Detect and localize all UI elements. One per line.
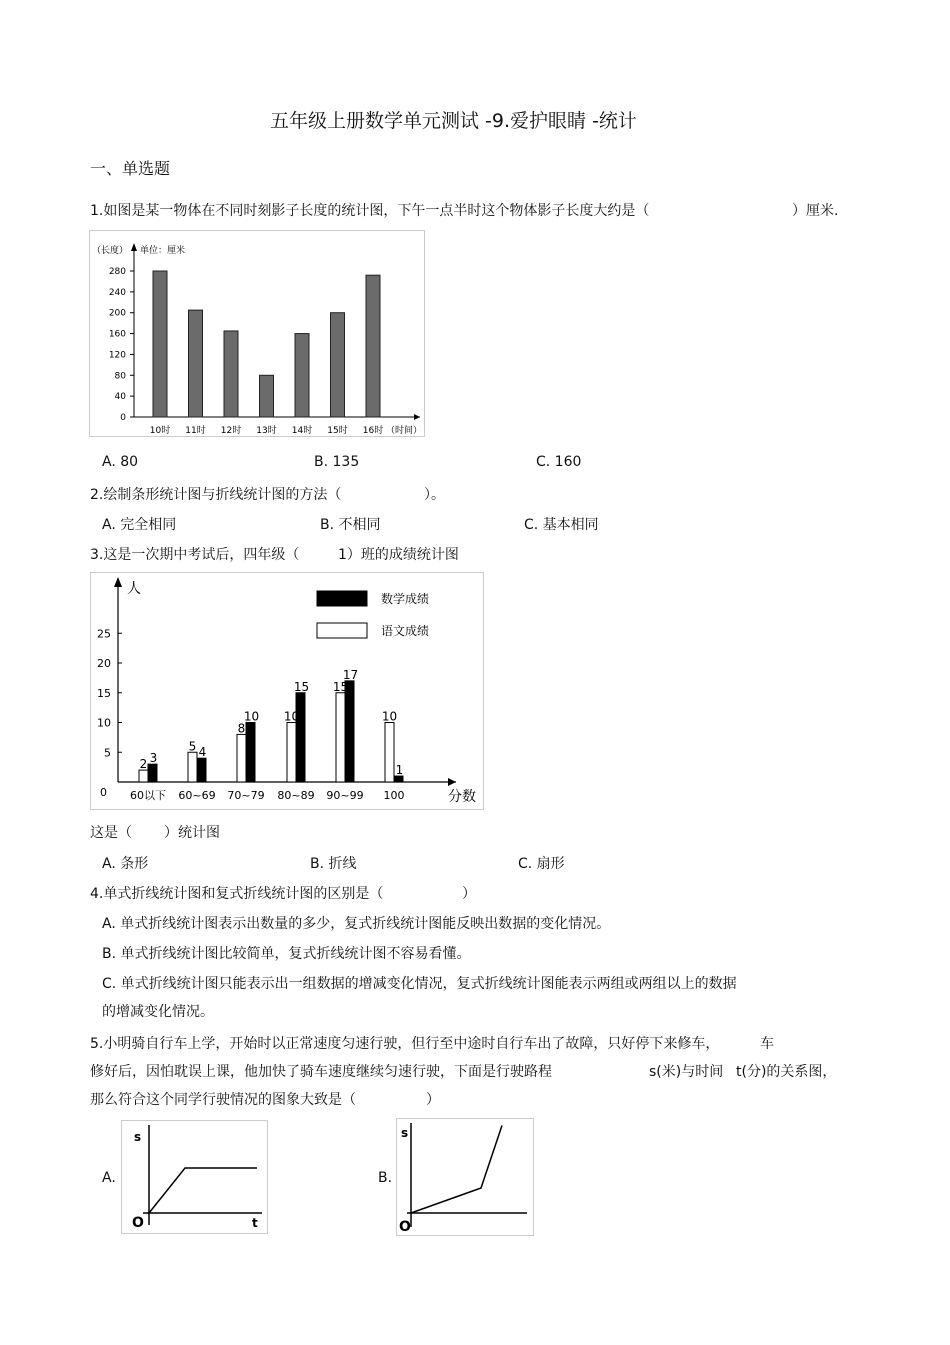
y-tick-label: 80 [114, 371, 126, 382]
bar-chinese [237, 734, 246, 782]
q5-line2-t: t(分)的关系图， [736, 1064, 837, 1080]
y-axis-arrow [131, 243, 137, 251]
data-label-chinese: 10 [283, 709, 300, 724]
y-tick-label: 200 [108, 308, 126, 319]
q5-line3: 那么符合这个同学行驶情况的图象大致是（ [90, 1092, 356, 1108]
q2-stem: 2.绘制条形统计图与折线统计图的方法（ [90, 487, 342, 503]
q1-stem-end: ）厘米. [792, 203, 839, 219]
bar [224, 331, 238, 417]
origin-label: O [132, 1215, 144, 1231]
data-label-math: 10 [243, 709, 260, 724]
x-tick-label: 12时 [220, 426, 242, 436]
bar-math [197, 758, 206, 782]
data-label-chinese: 15 [332, 679, 349, 694]
q4-option-c-cont: 的增减变化情况。 [102, 1004, 214, 1020]
q5-line1: 5.小明骑自行车上学，开始时以正常速度匀速行驶，但行至中途时自行车出了故障，只好停下来修车， [90, 1036, 720, 1052]
q5-option-a[interactable]: A. [102, 1170, 116, 1186]
x-axis-label: 分数 [448, 789, 476, 805]
bar-chinese [188, 752, 197, 782]
x-tick-label: 16时 [362, 426, 384, 436]
q4-option-b[interactable]: B. 单式折线统计图比较简单，复式折线统计图不容易看懂。 [102, 946, 471, 962]
q4-option-a[interactable]: A. 单式折线统计图表示出数量的多少，复式折线统计图能反映出数据的变化情况。 [102, 916, 611, 932]
bar [189, 310, 203, 417]
data-label-math: 15 [293, 679, 310, 694]
data-label-math: 3 [149, 751, 158, 766]
q5-line2: 修好后，因怕耽误上课，他加快了骑车速度继续匀速行驶，下面是行驶路程 [90, 1064, 552, 1080]
q1-option-b[interactable]: B. 135 [314, 454, 360, 470]
x-tick-label: 13时 [256, 426, 277, 436]
q3-follow: 这是（ [90, 825, 132, 841]
y-tick-label: 280 [108, 267, 126, 277]
q2-option-a[interactable]: A. 完全相同 [102, 517, 177, 533]
bar-chinese [385, 723, 394, 783]
y-tick-label: 25 [97, 627, 111, 641]
data-label-chinese: 5 [188, 739, 197, 754]
legend-label-chinese: 语文成绩 [381, 624, 430, 638]
unit-label: 单位：厘米 [140, 246, 186, 256]
y-tick-label: 40 [114, 392, 126, 403]
q2-stem-end: ）。 [424, 487, 445, 503]
x-axis-label: （时间） [385, 426, 422, 436]
bar-chinese [139, 770, 148, 782]
data-label-chinese: 2 [139, 757, 148, 772]
y-tick-label: 120 [108, 350, 126, 361]
y-axis-arrow [114, 577, 122, 587]
y-tick-label: 20 [97, 657, 111, 670]
bar-chinese [336, 693, 345, 782]
q1-stem: 1.如图是某一物体在不同时刻影子长度的统计图，下午一点半时这个物体影子长度大约是（ [90, 203, 650, 219]
exam-score-chart [90, 572, 484, 810]
x-tick-label: 80~89 [277, 789, 315, 802]
bar-math [345, 681, 354, 782]
x-axis-arrow [448, 778, 456, 786]
section-heading: 一、单选题 [90, 159, 171, 178]
q1-option-a[interactable]: A. 80 [102, 454, 139, 470]
x-tick-label: 11时 [185, 426, 206, 436]
q3-stem-end: 1）班的成绩统计图 [338, 547, 459, 563]
origin-label: O [399, 1219, 411, 1235]
x-tick-label: 60~69 [178, 789, 216, 802]
bar-chinese [287, 723, 296, 783]
q5-line2-s: s(米)与时间 [649, 1064, 724, 1080]
q3-follow-end: ）统计图 [164, 825, 220, 841]
q4-stem: 4.单式折线统计图和复式折线统计图的区别是（ [90, 886, 384, 902]
bar [331, 313, 345, 417]
q5-line1-end: 车 [760, 1036, 774, 1052]
q4-option-c[interactable]: C. 单式折线统计图只能表示出一组数据的增减变化情况，复式折线统计图能表示两组或两组以上的数据 [102, 976, 737, 992]
q3-option-a[interactable]: A. 条形 [102, 856, 149, 872]
legend-swatch-math [317, 591, 367, 606]
x-axis-arrow [414, 414, 420, 420]
q3-option-c[interactable]: C. 扇形 [518, 856, 565, 872]
data-label-chinese: 8 [237, 721, 246, 736]
graph-line [411, 1126, 502, 1214]
q5-graph-b[interactable] [396, 1118, 534, 1236]
bar [366, 275, 380, 417]
y-tick-label: 15 [97, 686, 111, 700]
bar [153, 271, 167, 417]
y-tick-label: 5 [104, 746, 111, 760]
y-tick-label: 10 [97, 716, 111, 730]
x-tick-label: 70~79 [227, 789, 265, 802]
q3-option-b[interactable]: B. 折线 [310, 856, 357, 872]
graph-line [149, 1168, 257, 1213]
q1-option-c[interactable]: C. 160 [536, 454, 582, 470]
data-label-math: 4 [198, 745, 207, 760]
page-title: 五年级上册数学单元测试 -9.爱护眼睛 -统计 [270, 110, 637, 132]
legend-label-math: 数学成绩 [381, 592, 430, 606]
x-tick-label: 10时 [149, 426, 171, 436]
q2-option-b[interactable]: B. 不相同 [320, 517, 381, 533]
bar [260, 375, 274, 417]
y-tick-label: 160 [108, 329, 126, 340]
q5-option-b[interactable]: B. [378, 1170, 393, 1186]
x-axis-label: t [252, 1216, 258, 1230]
bar-math [148, 764, 157, 782]
x-tick-label: 100 [383, 789, 405, 802]
y-axis-label: s [134, 1130, 142, 1144]
data-label-math: 17 [342, 667, 359, 682]
bar-math [246, 723, 255, 783]
q5-line3-end: ） [426, 1092, 440, 1108]
y-tick-label: 240 [108, 287, 126, 298]
shadow-length-chart [89, 230, 425, 437]
q3-stem: 3.这是一次期中考试后，四年级（ [90, 547, 300, 563]
y-tick-label: 0 [100, 786, 107, 799]
data-label-chinese: 10 [381, 709, 398, 724]
y-tick-label: 0 [120, 413, 126, 423]
legend-swatch-chinese [317, 623, 367, 638]
q2-option-c[interactable]: C. 基本相同 [524, 517, 599, 533]
x-tick-label: 15时 [327, 426, 348, 436]
q5-graph-a[interactable] [121, 1120, 268, 1234]
y-axis-label: s [401, 1126, 409, 1140]
y-axis-label: 人 [127, 581, 141, 597]
data-label-math: 1 [395, 763, 404, 778]
bar [295, 334, 309, 417]
q4-stem-end: ） [462, 886, 476, 902]
bar-math [296, 693, 305, 782]
y-axis-label: （长度） [92, 246, 129, 256]
x-tick-label: 60以下 [130, 789, 166, 802]
x-tick-label: 90~99 [326, 789, 364, 802]
x-tick-label: 14时 [291, 426, 313, 436]
